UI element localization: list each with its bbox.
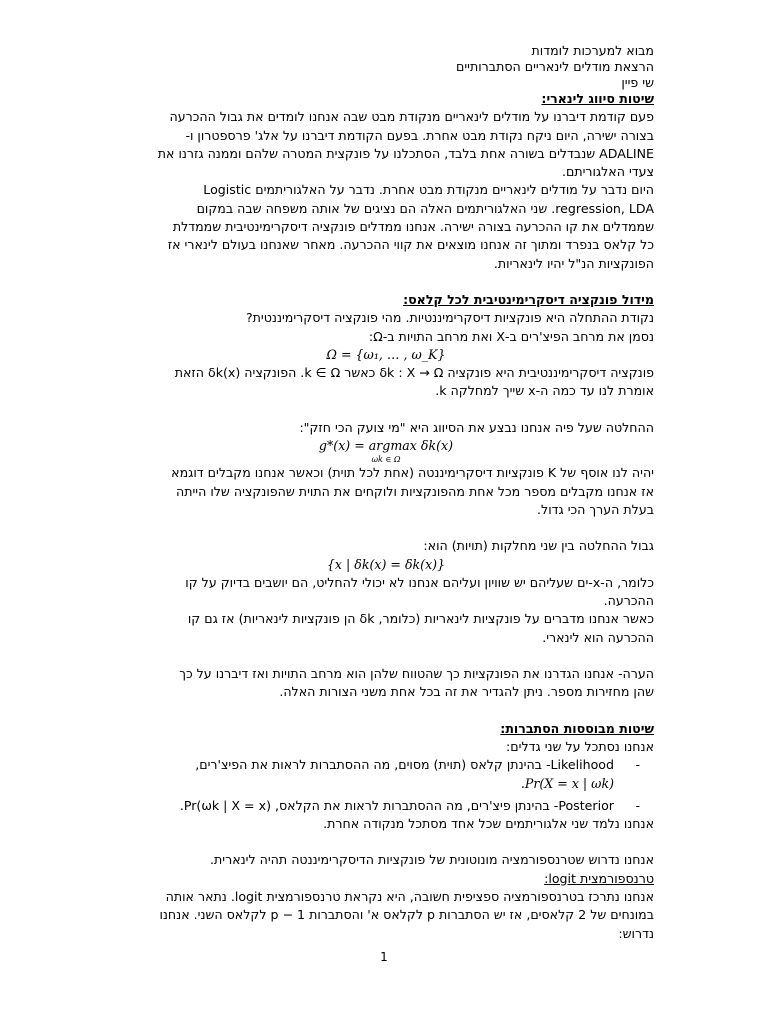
paragraph-line: אנחנו נלמד שני אלגוריתמים שכל אחד מסתכל מנקודה אחרת.: [323, 816, 654, 832]
paragraph-line: אנחנו נתרכז בטרנספורמציה ספציפית חשובה, היא נקראת טרנספורמצית logit. נתאר אותה: [165, 888, 654, 904]
paragraph-line: regression, LDA. שני האלגוריתמים האלה הם נציגים של אותה משפחה שבה במקום: [196, 200, 654, 216]
paragraph-line: הפונקציות הנ"ל יהיו לינאריות.: [493, 255, 654, 271]
paragraph-line: אז אנחנו מקבלים מספר מכל אחת מהפונקציות ולוקחים את התוית שהפונקציה שלו הייתה: [175, 483, 654, 499]
paragraph-line: נסמן את מרחב הפיצ'רים ב-X ואת מרחב התויות ב-Ω:: [368, 328, 654, 344]
paragraph-line: ההחלטה שעל פיה אנחנו נבצע את הסיווג היא "מי צועק הכי חזק":: [299, 419, 654, 435]
paragraph-line: ההכרעה.: [603, 593, 654, 609]
paragraph-line: נדרוש:: [618, 925, 654, 941]
document-header: [118, 43, 654, 91]
paragraph-line: ההכרעה הוא לינארי.: [542, 629, 654, 645]
author-name: שי פיין: [621, 75, 654, 90]
paragraph-line: ADALINE שנבדלים בשורה אחת בלבד, הסתכלנו על פונקצית המטרה שלהם וממנה גזרנו את: [157, 145, 654, 161]
paragraph-line: כלומר, ה-x-ים שעליהם יש שוויון ועליהם אנחנו לא יכולי להחליט, הם יושבים בדיוק על קו: [185, 574, 654, 590]
bullet-formula: Pr(X = x | ωk).: [520, 775, 614, 791]
paragraph-line: בעלת הערך הכי גדול.: [537, 501, 654, 517]
paragraph-line: שממדלים את קו ההכרעה בצורה ישירה. אנחנו ממדלים פונקציה דיסקרימינטיבית שממדלת: [172, 219, 654, 235]
paragraph-line: במונחים של 2 קלאסים, אז יש הסתברות p לקלאס א' והסתברות 1 − p לקלאס השני. אנחנו: [159, 907, 654, 923]
section-heading-discriminant-function: מידול פונקציה דיסקרימינטיבית לכל קלאס:: [403, 291, 654, 307]
bullet-text: Posterior- בהינתן פיצ'רים, מה ההסתברות לראות את הקלאס, Pr(ωk | X = x).: [179, 797, 614, 813]
paragraph-line: פעם קודמת דיברנו על מודלים לינאריים מנקודת מבט שבה אנחנו לומדים את גבול ההכרעה: [169, 109, 654, 125]
paragraph-line: כל קלאס בנפרד ומתוך זה אנחנו מוצאים את קווי ההכרעה. מאחר שאנחנו בעולם לינארי אז: [167, 237, 654, 253]
subheading-logit: טרנספורמצית logit:: [544, 870, 654, 886]
paragraph-line: הערה- אנחנו הגדרנו את הפונקציות כך שהטווח שלהן הוא מרחב התויות ואז דיברנו על כך: [179, 666, 654, 682]
paragraph-line: שהן מחזירות מספר. ניתן להגדיר את זה בכל אחת משני הצורות האלה.: [279, 684, 654, 700]
equation-decision-boundary: {x | δk(x) = δk(x)}: [326, 556, 446, 572]
paragraph-line: אנחנו נסתכל על שני גדלים:: [506, 738, 654, 754]
list-item-likelihood: [118, 756, 654, 793]
equation-label-set: Ω = {ω₁, … , ω_K}: [326, 346, 446, 362]
lecture-title: הרצאת מודלים לינאריים הסתברותיים: [455, 59, 654, 74]
list-item-posterior: [118, 797, 654, 815]
paragraph-line: בצורה ישירה, היום ניקח נקודת מבט אחרת. בפעם הקודמת דיברנו על אלג' פרספטרון ו-: [185, 127, 654, 143]
paragraph-line: גבול ההחלטה בין שני מחלקות (תויות) הוא:: [423, 538, 654, 554]
page-number: 1: [380, 950, 388, 964]
bullet-dash-icon: -: [635, 757, 640, 773]
paragraph-line: צעדי האלגוריתם.: [561, 164, 654, 180]
paragraph-line: פונקציה דיסקרימיננטיבית היא פונקציה δk : X → Ω כאשר k ∈ Ω. הפונקציה δk(x) הזאת: [174, 365, 654, 381]
paragraph-line: היום נדבר על מודלים לינאריים מנקודת מבט אחרת. נדבר על האלגוריתמים Logistic: [203, 182, 654, 198]
section-heading-probabilistic-methods: שיטות מבוססות הסתברות:: [500, 720, 654, 736]
bullet-text: Likelihood- בהינתן קלאס (תוית) מסוים, מה ההסתברות לראות את הפיצ'רים,: [195, 757, 614, 773]
course-title: מבוא למערכות לומדות: [531, 43, 654, 58]
section-heading-linear-classification: שיטות סיווג לינארי:: [541, 91, 654, 106]
paragraph-line: אומרת לנו עד כמה ה-x שייך למחלקה k.: [435, 383, 654, 399]
bullet-dash-icon: -: [635, 797, 640, 813]
paragraph-line: כאשר אנחנו מדברים על פונקציות לינאריות (כלומר, δk הן פונקציות לינאריות) אז גם קו: [187, 611, 654, 627]
paragraph-line: אנחנו נדרוש שטרנספורמציה מונוטונית של פונקציות הדיסקרימיננטה תהיה לינארית.: [210, 852, 654, 868]
paragraph-line: נקודת ההתחלה היא פונקציות דיסקרימיננטיות. מהי פונקציה דיסקרימיננטית?: [245, 310, 654, 326]
paragraph-line: יהיה לנו אוסף של K פונקציות דיסקרימיננטה (אחת לכל תוית) וכאשר אנחנו מקבלים דוגמא: [171, 465, 654, 481]
equation-argmax: g*(x) = argmax δk(x): [318, 438, 454, 454]
document-body: [118, 90, 654, 943]
equation-argmax-subscript: ωk ∈ Ω: [371, 455, 401, 465]
